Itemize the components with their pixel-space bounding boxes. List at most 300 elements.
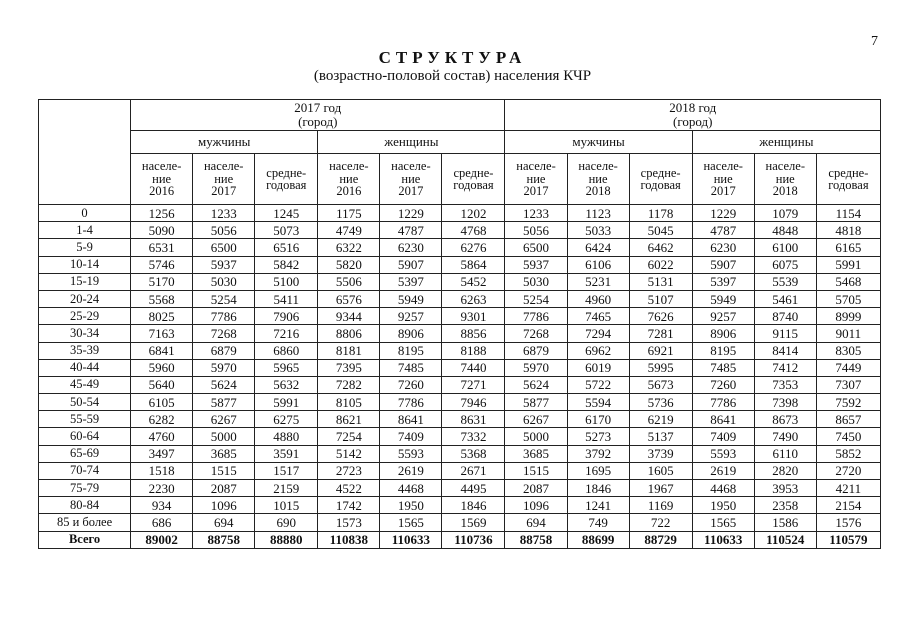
value-cell: 4818	[816, 222, 880, 239]
column-header: средне- годовая	[816, 154, 880, 205]
column-header: населе- ние 2016	[131, 154, 193, 205]
value-cell: 1565	[692, 514, 754, 531]
value-cell: 7786	[505, 308, 567, 325]
value-cell: 5965	[255, 359, 318, 376]
value-cell: 7163	[131, 325, 193, 342]
value-cell: 5594	[567, 394, 629, 411]
value-cell: 5397	[380, 273, 442, 290]
column-header: населе- ние 2018	[754, 154, 816, 205]
value-cell: 2087	[193, 480, 255, 497]
value-cell: 3497	[131, 445, 193, 462]
value-cell: 110736	[442, 531, 505, 548]
value-cell: 1245	[255, 205, 318, 222]
value-cell: 1950	[692, 497, 754, 514]
value-cell: 110633	[692, 531, 754, 548]
value-cell: 5142	[318, 445, 380, 462]
value-cell: 9115	[754, 325, 816, 342]
value-cell: 7353	[754, 376, 816, 393]
value-cell: 6230	[692, 239, 754, 256]
table-row	[39, 359, 881, 376]
value-cell: 5170	[131, 273, 193, 290]
value-cell: 1154	[816, 205, 880, 222]
value-cell: 2619	[692, 462, 754, 479]
year-label: 2017 год	[294, 100, 342, 115]
value-cell: 5970	[505, 359, 567, 376]
value-cell: 88729	[629, 531, 692, 548]
age-group-cell: 20-24	[39, 290, 131, 307]
value-cell: 4960	[567, 290, 629, 307]
value-cell: 4749	[318, 222, 380, 239]
value-cell: 9257	[380, 308, 442, 325]
value-cell: 5991	[816, 256, 880, 273]
age-group-cell: 45-49	[39, 376, 131, 393]
value-cell: 1742	[318, 497, 380, 514]
value-cell: 1846	[567, 480, 629, 497]
value-cell: 6106	[567, 256, 629, 273]
value-cell: 6170	[567, 411, 629, 428]
value-cell: 88758	[505, 531, 567, 548]
value-cell: 7412	[754, 359, 816, 376]
value-cell: 934	[131, 497, 193, 514]
value-cell: 8641	[380, 411, 442, 428]
table-row	[39, 514, 881, 531]
value-cell: 5624	[193, 376, 255, 393]
column-header: средне- годовая	[442, 154, 505, 205]
value-cell: 5842	[255, 256, 318, 273]
column-header: населе- ние 2017	[193, 154, 255, 205]
value-cell: 7260	[380, 376, 442, 393]
value-cell: 6165	[816, 239, 880, 256]
value-cell: 1229	[692, 205, 754, 222]
value-cell: 2154	[816, 497, 880, 514]
value-cell: 7282	[318, 376, 380, 393]
value-cell: 5907	[692, 256, 754, 273]
value-cell: 3685	[193, 445, 255, 462]
value-cell: 1517	[255, 462, 318, 479]
value-cell: 4787	[380, 222, 442, 239]
value-cell: 3739	[629, 445, 692, 462]
value-cell: 1950	[380, 497, 442, 514]
value-cell: 8188	[442, 342, 505, 359]
value-cell: 6841	[131, 342, 193, 359]
value-cell: 2723	[318, 462, 380, 479]
value-cell: 5506	[318, 273, 380, 290]
value-cell: 1241	[567, 497, 629, 514]
value-cell: 5033	[567, 222, 629, 239]
value-cell: 7449	[816, 359, 880, 376]
value-cell: 2820	[754, 462, 816, 479]
sex-header: женщины	[692, 131, 880, 154]
value-cell: 5000	[505, 428, 567, 445]
value-cell: 4787	[692, 222, 754, 239]
column-header: населе- ние 2017	[692, 154, 754, 205]
value-cell: 4468	[380, 480, 442, 497]
value-cell: 4468	[692, 480, 754, 497]
age-group-cell: 50-54	[39, 394, 131, 411]
value-cell: 5624	[505, 376, 567, 393]
value-cell: 8906	[380, 325, 442, 342]
value-cell: 8195	[380, 342, 442, 359]
value-cell: 4760	[131, 428, 193, 445]
age-group-cell: 40-44	[39, 359, 131, 376]
value-cell: 7409	[692, 428, 754, 445]
value-cell: 5736	[629, 394, 692, 411]
value-cell: 8856	[442, 325, 505, 342]
document-title: СТРУКТУРА	[378, 48, 527, 67]
value-cell: 2619	[380, 462, 442, 479]
table-row	[39, 428, 881, 445]
table-row	[39, 394, 881, 411]
year-header	[505, 100, 881, 131]
value-cell: 7786	[380, 394, 442, 411]
value-cell: 6462	[629, 239, 692, 256]
value-cell: 5995	[629, 359, 692, 376]
value-cell: 6424	[567, 239, 629, 256]
value-cell: 6263	[442, 290, 505, 307]
value-cell: 6500	[505, 239, 567, 256]
table-row	[39, 205, 881, 222]
column-header: населе- ние 2018	[567, 154, 629, 205]
value-cell: 694	[505, 514, 567, 531]
table-row	[39, 376, 881, 393]
value-cell: 1233	[193, 205, 255, 222]
value-cell: 7268	[193, 325, 255, 342]
value-cell: 1573	[318, 514, 380, 531]
value-cell: 5468	[816, 273, 880, 290]
value-cell: 5937	[193, 256, 255, 273]
value-cell: 1515	[505, 462, 567, 479]
value-cell: 8414	[754, 342, 816, 359]
value-cell: 7592	[816, 394, 880, 411]
value-cell: 89002	[131, 531, 193, 548]
value-cell: 6267	[505, 411, 567, 428]
value-cell: 1565	[380, 514, 442, 531]
value-cell: 5907	[380, 256, 442, 273]
value-cell: 6322	[318, 239, 380, 256]
value-cell: 5056	[505, 222, 567, 239]
value-cell: 1169	[629, 497, 692, 514]
value-cell: 6879	[505, 342, 567, 359]
value-cell: 6962	[567, 342, 629, 359]
value-cell: 8181	[318, 342, 380, 359]
value-cell: 7268	[505, 325, 567, 342]
value-cell: 7490	[754, 428, 816, 445]
age-group-cell: 65-69	[39, 445, 131, 462]
value-cell: 5960	[131, 359, 193, 376]
value-cell: 5970	[193, 359, 255, 376]
value-cell: 1175	[318, 205, 380, 222]
value-cell: 1576	[816, 514, 880, 531]
value-cell: 2671	[442, 462, 505, 479]
value-cell: 8025	[131, 308, 193, 325]
value-cell: 110633	[380, 531, 442, 548]
value-cell: 5568	[131, 290, 193, 307]
value-cell: 6531	[131, 239, 193, 256]
table-body	[39, 205, 881, 549]
table-row	[39, 411, 881, 428]
value-cell: 6282	[131, 411, 193, 428]
value-cell: 9011	[816, 325, 880, 342]
value-cell: 1569	[442, 514, 505, 531]
value-cell: 110838	[318, 531, 380, 548]
value-cell: 8740	[754, 308, 816, 325]
value-cell: 9301	[442, 308, 505, 325]
value-cell: 6105	[131, 394, 193, 411]
value-cell: 7271	[442, 376, 505, 393]
value-cell: 5397	[692, 273, 754, 290]
value-cell: 5593	[380, 445, 442, 462]
value-cell: 6921	[629, 342, 692, 359]
value-cell: 7260	[692, 376, 754, 393]
value-cell: 1605	[629, 462, 692, 479]
value-cell: 2230	[131, 480, 193, 497]
table-row	[39, 497, 881, 514]
value-cell: 8621	[318, 411, 380, 428]
value-cell: 6219	[629, 411, 692, 428]
total-row	[39, 531, 881, 548]
value-cell: 1123	[567, 205, 629, 222]
value-cell: 5368	[442, 445, 505, 462]
value-cell: 7626	[629, 308, 692, 325]
value-cell: 6500	[193, 239, 255, 256]
value-cell: 5949	[692, 290, 754, 307]
value-cell: 694	[193, 514, 255, 531]
value-cell: 8906	[692, 325, 754, 342]
year-label: 2018 год	[669, 100, 717, 115]
value-cell: 4768	[442, 222, 505, 239]
age-group-cell: 30-34	[39, 325, 131, 342]
value-cell: 5231	[567, 273, 629, 290]
value-cell: 8305	[816, 342, 880, 359]
value-cell: 5722	[567, 376, 629, 393]
value-cell: 5131	[629, 273, 692, 290]
value-cell: 5100	[255, 273, 318, 290]
population-table	[38, 99, 881, 549]
value-cell: 5539	[754, 273, 816, 290]
age-group-cell: 75-79	[39, 480, 131, 497]
value-cell: 2358	[754, 497, 816, 514]
value-cell: 6019	[567, 359, 629, 376]
table-row	[39, 342, 881, 359]
value-cell: 8999	[816, 308, 880, 325]
value-cell: 7294	[567, 325, 629, 342]
value-cell: 4522	[318, 480, 380, 497]
value-cell: 5864	[442, 256, 505, 273]
value-cell: 5045	[629, 222, 692, 239]
value-cell: 6022	[629, 256, 692, 273]
age-group-header	[39, 100, 131, 205]
value-cell: 8195	[692, 342, 754, 359]
value-cell: 7946	[442, 394, 505, 411]
value-cell: 9257	[692, 308, 754, 325]
value-cell: 7450	[816, 428, 880, 445]
sex-header: мужчины	[131, 131, 318, 154]
value-cell: 1586	[754, 514, 816, 531]
value-cell: 110579	[816, 531, 880, 548]
value-cell: 9344	[318, 308, 380, 325]
value-cell: 5452	[442, 273, 505, 290]
value-cell: 5411	[255, 290, 318, 307]
age-group-cell: 15-19	[39, 273, 131, 290]
value-cell: 88699	[567, 531, 629, 548]
value-cell: 7786	[692, 394, 754, 411]
age-group-cell: 70-74	[39, 462, 131, 479]
value-cell: 749	[567, 514, 629, 531]
value-cell: 1178	[629, 205, 692, 222]
value-cell: 110524	[754, 531, 816, 548]
value-cell: 5937	[505, 256, 567, 273]
value-cell: 5640	[131, 376, 193, 393]
column-header: средне- годовая	[629, 154, 692, 205]
year-header	[131, 100, 505, 131]
value-cell: 1096	[193, 497, 255, 514]
value-cell: 8806	[318, 325, 380, 342]
age-group-cell: 25-29	[39, 308, 131, 325]
value-cell: 3591	[255, 445, 318, 462]
value-cell: 1515	[193, 462, 255, 479]
value-cell: 5593	[692, 445, 754, 462]
value-cell: 5746	[131, 256, 193, 273]
age-group-cell: 85 и более	[39, 514, 131, 531]
value-cell: 1967	[629, 480, 692, 497]
value-cell: 1256	[131, 205, 193, 222]
age-group-cell: Всего	[39, 531, 131, 548]
value-cell: 5673	[629, 376, 692, 393]
value-cell: 7465	[567, 308, 629, 325]
value-cell: 6576	[318, 290, 380, 307]
table-row	[39, 308, 881, 325]
value-cell: 88758	[193, 531, 255, 548]
value-cell: 7332	[442, 428, 505, 445]
value-cell: 6516	[255, 239, 318, 256]
value-cell: 7281	[629, 325, 692, 342]
value-cell: 5107	[629, 290, 692, 307]
value-cell: 1846	[442, 497, 505, 514]
value-cell: 7906	[255, 308, 318, 325]
value-cell: 8631	[442, 411, 505, 428]
sex-header: мужчины	[505, 131, 692, 154]
value-cell: 6230	[380, 239, 442, 256]
value-cell: 5030	[193, 273, 255, 290]
value-cell: 8641	[692, 411, 754, 428]
value-cell: 6275	[255, 411, 318, 428]
table-row	[39, 480, 881, 497]
value-cell: 7395	[318, 359, 380, 376]
value-cell: 1096	[505, 497, 567, 514]
value-cell: 1079	[754, 205, 816, 222]
year-sub-label: (город)	[673, 114, 713, 129]
value-cell: 7485	[380, 359, 442, 376]
value-cell: 7485	[692, 359, 754, 376]
value-cell: 5877	[505, 394, 567, 411]
value-cell: 1015	[255, 497, 318, 514]
value-cell: 3953	[754, 480, 816, 497]
age-group-cell: 60-64	[39, 428, 131, 445]
table-row	[39, 239, 881, 256]
value-cell: 5090	[131, 222, 193, 239]
age-group-cell: 80-84	[39, 497, 131, 514]
value-cell: 4848	[754, 222, 816, 239]
value-cell: 7398	[754, 394, 816, 411]
document-subtitle: (возрастно-половой состав) населения КЧР	[313, 68, 592, 84]
value-cell: 6100	[754, 239, 816, 256]
value-cell: 5030	[505, 273, 567, 290]
column-header: населе- ние 2017	[505, 154, 567, 205]
value-cell: 7409	[380, 428, 442, 445]
value-cell: 7216	[255, 325, 318, 342]
column-header: населе- ние 2016	[318, 154, 380, 205]
value-cell: 8657	[816, 411, 880, 428]
value-cell: 5254	[505, 290, 567, 307]
value-cell: 690	[255, 514, 318, 531]
value-cell: 6075	[754, 256, 816, 273]
value-cell: 2159	[255, 480, 318, 497]
table-row	[39, 273, 881, 290]
value-cell: 2720	[816, 462, 880, 479]
age-group-cell: 0	[39, 205, 131, 222]
value-cell: 5273	[567, 428, 629, 445]
age-group-cell: 10-14	[39, 256, 131, 273]
column-header: населе- ние 2017	[380, 154, 442, 205]
value-cell: 5991	[255, 394, 318, 411]
value-cell: 5820	[318, 256, 380, 273]
value-cell: 6110	[754, 445, 816, 462]
value-cell: 5073	[255, 222, 318, 239]
value-cell: 5056	[193, 222, 255, 239]
value-cell: 8105	[318, 394, 380, 411]
sex-header: женщины	[318, 131, 505, 154]
value-cell: 6276	[442, 239, 505, 256]
column-header-row	[39, 154, 881, 205]
value-cell: 88880	[255, 531, 318, 548]
table-row	[39, 462, 881, 479]
value-cell: 7254	[318, 428, 380, 445]
table-row	[39, 222, 881, 239]
value-cell: 6879	[193, 342, 255, 359]
table-row	[39, 256, 881, 273]
table-row	[39, 445, 881, 462]
value-cell: 7440	[442, 359, 505, 376]
value-cell: 6860	[255, 342, 318, 359]
age-group-cell: 1-4	[39, 222, 131, 239]
value-cell: 1202	[442, 205, 505, 222]
value-cell: 6267	[193, 411, 255, 428]
value-cell: 3792	[567, 445, 629, 462]
value-cell: 722	[629, 514, 692, 531]
age-group-cell: 55-59	[39, 411, 131, 428]
value-cell: 1518	[131, 462, 193, 479]
value-cell: 5877	[193, 394, 255, 411]
value-cell: 5461	[754, 290, 816, 307]
page-number: 7	[871, 34, 878, 49]
value-cell: 5137	[629, 428, 692, 445]
age-group-cell: 5-9	[39, 239, 131, 256]
value-cell: 2087	[505, 480, 567, 497]
value-cell: 5254	[193, 290, 255, 307]
value-cell: 5632	[255, 376, 318, 393]
value-cell: 1695	[567, 462, 629, 479]
value-cell: 3685	[505, 445, 567, 462]
table-row	[39, 325, 881, 342]
value-cell: 1229	[380, 205, 442, 222]
table-row	[39, 290, 881, 307]
value-cell: 5000	[193, 428, 255, 445]
value-cell: 686	[131, 514, 193, 531]
column-header: средне- годовая	[255, 154, 318, 205]
year-sub-label: (город)	[298, 114, 338, 129]
value-cell: 5705	[816, 290, 880, 307]
value-cell: 7307	[816, 376, 880, 393]
